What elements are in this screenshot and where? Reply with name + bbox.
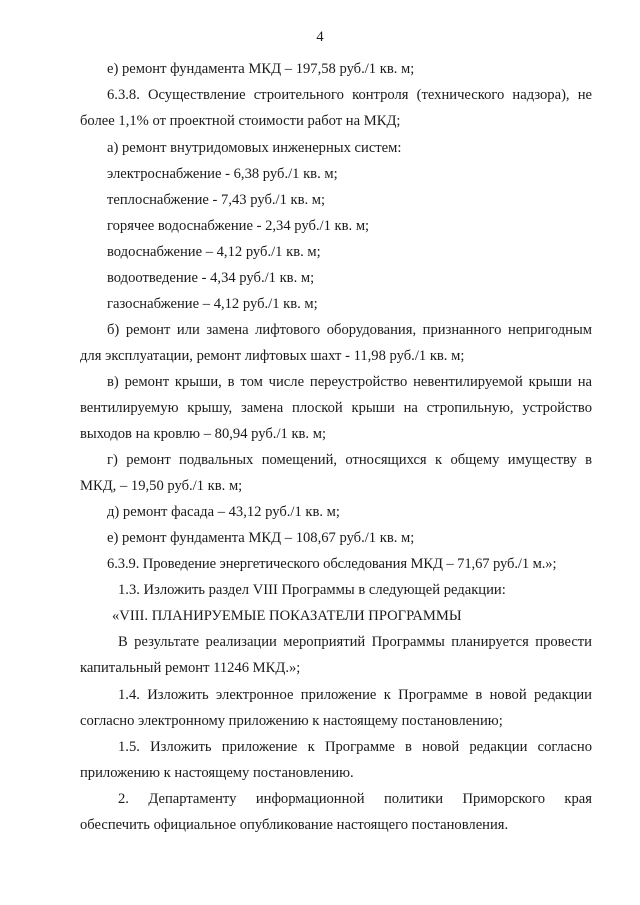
text-line: в) ремонт крыши, в том числе переустройство невентилируемой крыши на [107, 374, 592, 390]
text-line: д) ремонт фасада – 43,12 руб./1 кв. м; [107, 504, 340, 520]
text-line: более 1,1% от проектной стоимости работ на МКД; [80, 113, 401, 129]
text-line: е) ремонт фундамента МКД – 197,58 руб./1 кв. м; [107, 61, 415, 77]
text-line: е) ремонт фундамента МКД – 108,67 руб./1 кв. м; [107, 530, 415, 546]
text-line: выходов на кровлю – 80,94 руб./1 кв. м; [80, 426, 327, 442]
text-line: приложению к настоящему постановлению. [80, 765, 354, 781]
text-line: г) ремонт подвальных помещений, относящихся к общему имуществу в [107, 452, 592, 468]
page-number: 4 [316, 29, 324, 45]
text-line: 1.3. Изложить раздел VIII Программы в следующей редакции: [118, 582, 506, 598]
section-heading: «VIII. ПЛАНИРУЕМЫЕ ПОКАЗАТЕЛИ ПРОГРАММЫ [112, 608, 462, 624]
text-line: 6.3.8. Осуществление строительного контроля (технического надзора), не [107, 87, 592, 103]
text-line: 6.3.9. Проведение энергетического обследования МКД – 71,67 руб./1 м.»; [107, 556, 557, 572]
text-line: согласно электронному приложению к настоящему постановлению; [80, 713, 503, 729]
text-line: 2. Департаменту информационной политики Приморского края [118, 791, 592, 807]
text-line: газоснабжение – 4,12 руб./1 кв. м; [107, 296, 318, 312]
text-line: б) ремонт или замена лифтового оборудования, признанного непригодным [107, 322, 592, 338]
text-line: горячее водоснабжение - 2,34 руб./1 кв. м; [107, 218, 370, 234]
text-line: теплоснабжение - 7,43 руб./1 кв. м; [107, 192, 326, 208]
text-line: капитальный ремонт 11246 МКД.»; [80, 660, 301, 676]
text-line: В результате реализации мероприятий Программы планируется провести [118, 634, 592, 650]
text-line: для эксплуатации, ремонт лифтовых шахт - 11,98 руб./1 кв. м; [80, 348, 465, 364]
text-line: электроснабжение - 6,38 руб./1 кв. м; [107, 166, 338, 182]
text-line: а) ремонт внутридомовых инженерных систем: [107, 140, 402, 156]
text-line: 1.4. Изложить электронное приложение к Программе в новой редакции [118, 687, 592, 703]
text-line: водоснабжение – 4,12 руб./1 кв. м; [107, 244, 321, 260]
text-line: 1.5. Изложить приложение к Программе в новой редакции согласно [118, 739, 592, 755]
text-line: МКД, – 19,50 руб./1 кв. м; [80, 478, 243, 494]
text-line: обеспечить официальное опубликование настоящего постановления. [80, 817, 509, 833]
text-line: водоотведение - 4,34 руб./1 кв. м; [107, 270, 315, 286]
text-line: вентилируемую крышу, замена плоской крыши на стропильную, устройство [80, 400, 592, 416]
